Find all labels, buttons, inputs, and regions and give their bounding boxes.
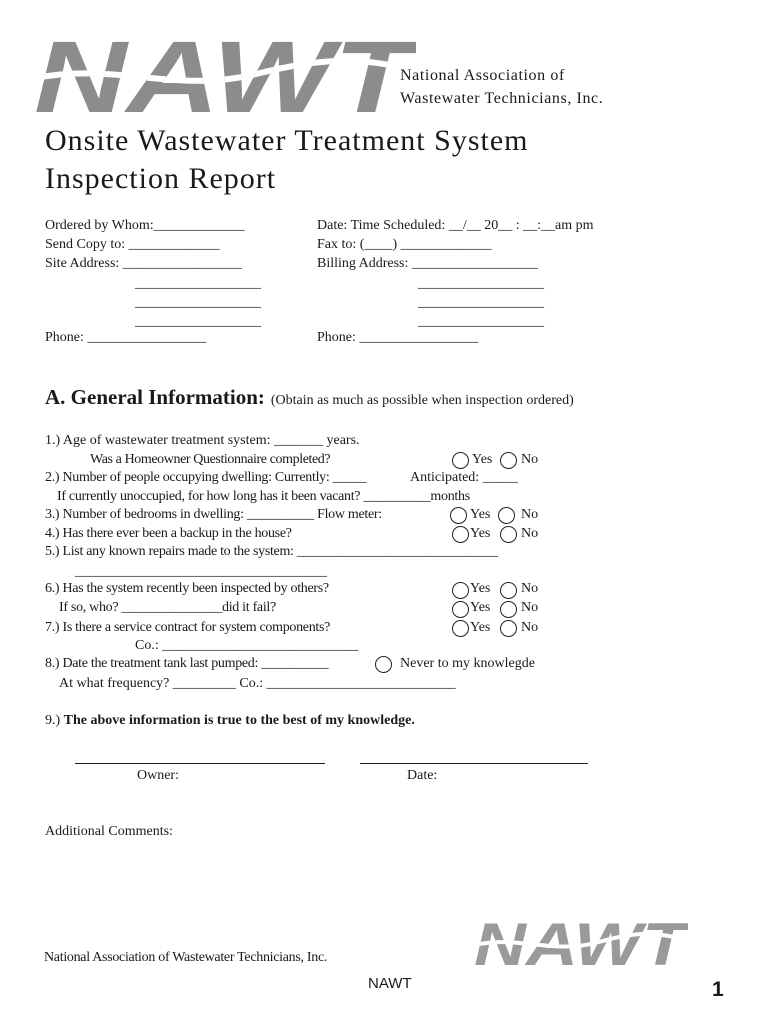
q1b-yes-label: Yes: [472, 452, 493, 467]
q8b-frequency[interactable]: At what frequency? _________ Co.: ___________________________: [59, 676, 456, 691]
q6-no-label: No: [521, 581, 539, 596]
q3-yes-label: Yes: [470, 507, 491, 522]
site-address-line-4[interactable]: __________________: [135, 314, 261, 329]
q6-yes-radio[interactable]: [452, 581, 469, 599]
q6b-yes-radio[interactable]: [452, 600, 469, 618]
q1b-no-label: No: [521, 452, 539, 467]
org-line-2: Wastewater Technicians, Inc.: [400, 90, 604, 107]
site-address-line-3[interactable]: __________________: [135, 295, 261, 310]
title-line-1: Onsite Wastewater Treatment System: [45, 124, 529, 157]
page-number: 1: [712, 978, 724, 1001]
q7b-company[interactable]: Co.: ____________________________: [135, 638, 359, 653]
q9-statement: The above information is true to the best of my knowledge.: [63, 713, 415, 728]
organization-name: [400, 64, 603, 110]
q8-never-label: Never to my knowlegde: [400, 656, 535, 671]
q3-no-radio[interactable]: [498, 506, 515, 524]
nawt-logo-small: [474, 913, 688, 972]
site-address-field[interactable]: Site Address: _________________: [45, 256, 242, 271]
fax-field[interactable]: Fax to: (____) _____________: [317, 237, 492, 252]
date-label: Date:: [407, 768, 438, 783]
q6-no-radio[interactable]: [500, 581, 517, 599]
q8-never-radio[interactable]: [375, 655, 392, 673]
footer-organization: National Association of Wastewater Technicians, Inc.: [44, 950, 328, 965]
q9-number: 9.): [45, 713, 61, 728]
q1b-no-radio[interactable]: [500, 451, 517, 469]
q2-occupants[interactable]: 2.) Number of people occupying dwelling: Currently: _____: [45, 470, 367, 485]
phone-left-field[interactable]: Phone: _________________: [45, 330, 207, 345]
q2b-vacant[interactable]: If currently unoccupied, for how long has it been vacant? __________months: [57, 489, 470, 504]
section-a-title: A. General Information:: [45, 385, 265, 409]
q4-yes-radio[interactable]: [452, 525, 469, 543]
q6b-who-fail[interactable]: If so, who? _______________did it fail?: [59, 600, 276, 615]
q3-yes-radio[interactable]: [450, 506, 467, 524]
q6-inspected: 6.) Has the system recently been inspected by others?: [45, 581, 329, 596]
ordered-by-field[interactable]: Ordered by Whom:_____________: [45, 218, 245, 233]
q6b-no-label: No: [521, 600, 539, 615]
q1b-yes-radio[interactable]: [452, 451, 469, 469]
send-copy-field[interactable]: Send Copy to: _____________: [45, 237, 220, 252]
q2-anticipated[interactable]: Anticipated: _____: [410, 470, 518, 485]
section-a-heading: [45, 385, 574, 410]
date-time-field[interactable]: Date: Time Scheduled: __/__ 20__ : __:__am pm: [317, 218, 594, 233]
nawt-logo-large: [36, 24, 416, 121]
section-a-note: (Obtain as much as possible when inspection ordered): [270, 393, 574, 408]
q7-no-label: No: [521, 620, 539, 635]
billing-address-line-2[interactable]: __________________: [418, 276, 544, 291]
q1b-questionnaire: Was a Homeowner Questionnaire completed?: [90, 452, 331, 467]
owner-label: Owner:: [137, 768, 179, 783]
q5-repairs-line-2[interactable]: ____________________________________: [75, 564, 327, 579]
org-line-1: National Association of: [400, 67, 565, 84]
phone-right-field[interactable]: Phone: _________________: [317, 330, 479, 345]
q7-service-contract: 7.) Is there a service contract for system components?: [45, 620, 331, 635]
q7-no-radio[interactable]: [500, 619, 517, 637]
q4-yes-label: Yes: [470, 526, 491, 541]
q7-yes-label: Yes: [470, 620, 491, 635]
q3-no-label: No: [521, 507, 539, 522]
q6b-no-radio[interactable]: [500, 600, 517, 618]
additional-comments-label: Additional Comments:: [45, 824, 173, 839]
q7-yes-radio[interactable]: [452, 619, 469, 637]
q4-no-radio[interactable]: [500, 525, 517, 543]
q1-system-age[interactable]: 1.) Age of wastewater treatment system: _______ years.: [45, 433, 360, 448]
site-address-line-2[interactable]: __________________: [135, 276, 261, 291]
q8-last-pumped[interactable]: 8.) Date the treatment tank last pumped: __________: [45, 656, 329, 671]
q4-backup: 4.) Has there ever been a backup in the house?: [45, 526, 292, 541]
q5-repairs[interactable]: 5.) List any known repairs made to the system: ______________________________: [45, 544, 498, 559]
title-line-2: Inspection Report: [45, 162, 277, 195]
date-signature-line[interactable]: [360, 763, 588, 764]
q3-bedrooms[interactable]: 3.) Number of bedrooms in dwelling: __________ Flow meter:: [45, 507, 382, 522]
q6-yes-label: Yes: [470, 581, 491, 596]
q6b-yes-label: Yes: [470, 600, 491, 615]
q4-no-label: No: [521, 526, 539, 541]
billing-address-field[interactable]: Billing Address: __________________: [317, 256, 538, 271]
billing-address-line-3[interactable]: __________________: [418, 295, 544, 310]
q9-certification: [45, 713, 415, 729]
footer-code: NAWT: [368, 975, 412, 992]
page-title: [45, 122, 528, 198]
owner-signature-line[interactable]: [75, 763, 325, 764]
billing-address-line-4[interactable]: __________________: [418, 314, 544, 329]
